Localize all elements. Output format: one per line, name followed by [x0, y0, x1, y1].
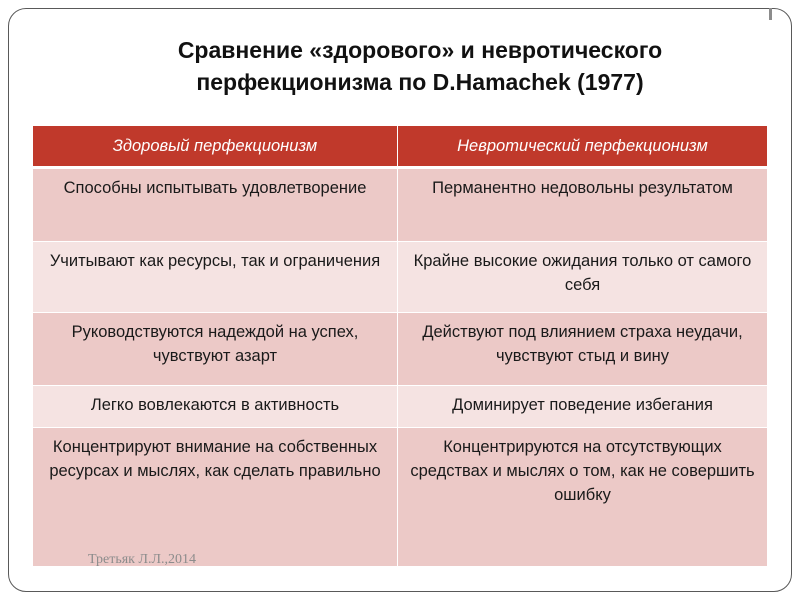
cell-healthy: Концентрируют внимание на собственных ресурсах и мыслях, как сделать правильно [33, 427, 398, 566]
cell-neurotic: Крайне высокие ожидания только от самого себя [398, 241, 768, 313]
cell-healthy: Учитывают как ресурсы, так и ограничения [33, 241, 398, 313]
table-row [33, 241, 768, 313]
header-neurotic: Невротический перфекционизм [398, 126, 768, 168]
footer-author: Третьяк Л.Л.,2014 [88, 552, 196, 567]
table-row [33, 385, 768, 427]
cell-healthy: Способны испытывать удовлетворение [33, 168, 398, 242]
cell-neurotic: Перманентно недовольны результатом [398, 168, 768, 242]
header-healthy: Здоровый перфекционизм [33, 126, 398, 168]
cell-neurotic: Концентрируются на отсутствующих средствах и мыслях о том, как не совершить ошибку [398, 427, 768, 566]
title-line-1: Сравнение «здорового» и невротического [177, 37, 663, 63]
comparison-table [32, 125, 768, 567]
corner-mark [769, 8, 772, 20]
table-row [33, 427, 768, 566]
cell-neurotic: Действуют под влиянием страха неудачи, чувствуют стыд и вину [398, 313, 768, 386]
title-line-2: перфекционизма по D.Hamachek (1977) [196, 69, 644, 95]
cell-healthy: Руководствуются надеждой на успех, чувствуют азарт [33, 313, 398, 386]
cell-healthy: Легко вовлекаются в активность [33, 385, 398, 427]
cell-neurotic: Доминирует поведение избегания [398, 385, 768, 427]
slide-title [0, 34, 800, 98]
table-row [33, 168, 768, 242]
table-row [33, 313, 768, 386]
table-header-row [33, 126, 768, 168]
